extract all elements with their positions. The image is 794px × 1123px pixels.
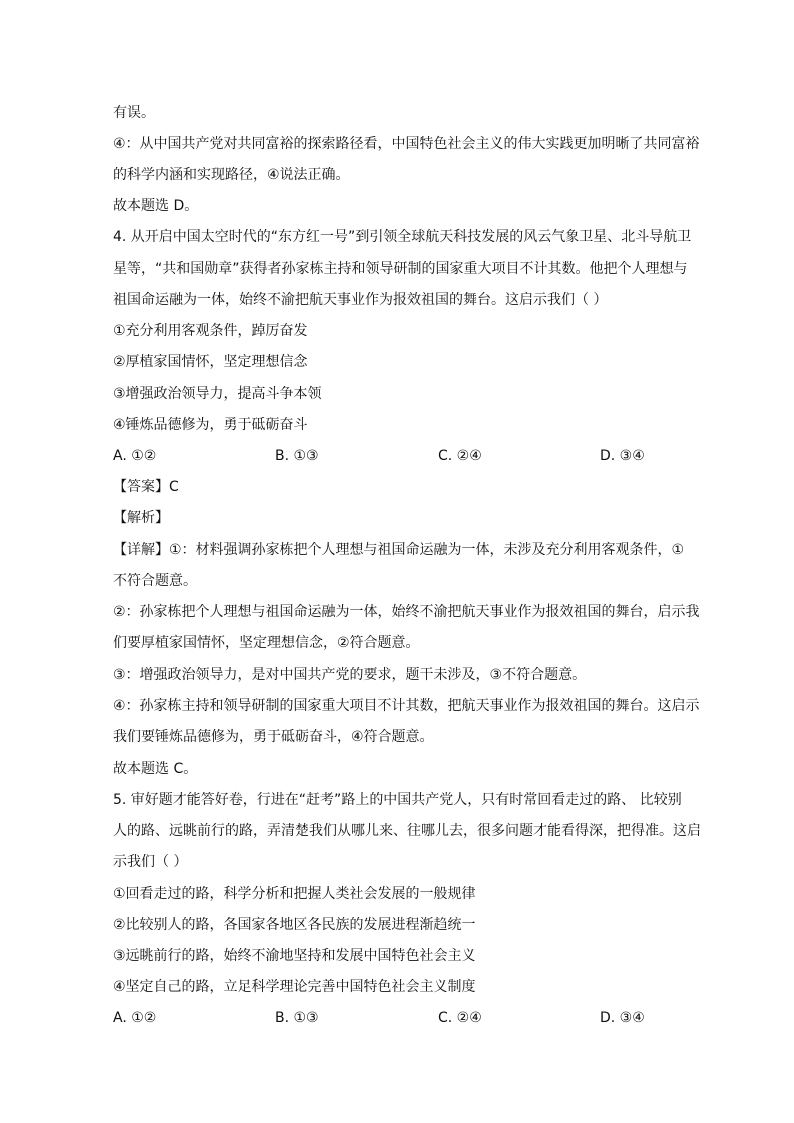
- q4-statement: ②厚植家国情怀，坚定理想信念: [113, 354, 308, 370]
- q5-stem-line: 5. 审好题才能答好卷，行进在“赶考”路上的中国共产党人，只有时常回看走过的路、 比较别: [113, 792, 682, 808]
- q3-text-line: 的科学内涵和实现路径，④说法正确。: [113, 167, 350, 183]
- q4-option-a: A. ①②: [113, 448, 157, 464]
- q4-statement: ③增强政治领导力，提高斗争本领: [113, 386, 322, 402]
- q5-statement: ④坚定自己的路，立足科学理论完善中国特色社会主义制度: [113, 979, 476, 995]
- q5-statement: ①回看走过的路，科学分析和把握人类社会发展的一般规律: [113, 886, 476, 902]
- q5-statement: ②比较别人的路，各国家各地区各民族的发展进程渐趋统一: [113, 917, 476, 933]
- q4-stem-line: 祖国命运融为一体，始终不渝把航天事业作为报效祖国的舞台。这启示我们（ ）: [113, 292, 608, 308]
- q4-options: [113, 446, 693, 466]
- q5-option-a: A. ①②: [113, 1010, 157, 1026]
- q4-detail-line: 不符合题意。: [113, 573, 197, 589]
- q4-detail-line: ②：孙家栋把个人理想与祖国命运融为一体，始终不渝把航天事业作为报效祖国的舞台，启示我: [113, 604, 700, 620]
- q5-stem-line: 人的路、远眺前行的路，弄清楚我们从哪儿来、往哪儿去，很多问题才能看得深，把得准。这启: [113, 823, 701, 839]
- q3-text-line: ④：从中国共产党对共同富裕的探索路径看，中国特色社会主义的伟大实践更加明晰了共同富裕: [113, 136, 700, 152]
- q5-stem-line: 示我们（ ）: [113, 854, 188, 870]
- q5-statement: ③远眺前行的路，始终不渝地坚持和发展中国特色社会主义: [113, 948, 476, 964]
- q4-option-d: D. ③④: [600, 448, 645, 464]
- q4-conclusion: 故本题选 C。: [113, 761, 198, 777]
- q4-analysis-label: 【解析】: [113, 510, 169, 526]
- q3-text-line: 有误。: [113, 105, 155, 121]
- q4-stem-line: 星等，“共和国勋章”获得者孙家栋主持和领导研制的国家重大项目不计其数。他把个人理想与: [113, 261, 688, 277]
- q4-detail-line: 【详解】①：材料强调孙家栋把个人理想与祖国命运融为一体，未涉及充分利用客观条件，①: [113, 542, 685, 558]
- q4-stem-line: 4. 从开启中国太空时代的“东方红一号”到引领全球航天科技发展的风云气象卫星、北斗导航卫: [113, 229, 692, 245]
- q4-answer: 【答案】C: [113, 479, 179, 495]
- q4-detail-line: ④：孙家栋主持和领导研制的国家重大项目不计其数，把航天事业作为报效祖国的舞台。这启示: [113, 698, 700, 714]
- q5-option-b: B. ①③: [275, 1010, 319, 1026]
- q5-options: [113, 1008, 693, 1028]
- q4-detail-line: 我们要锤炼品德修为，勇于砥砺奋斗，④符合题意。: [113, 729, 434, 745]
- q4-detail-line: 们要厚植家国情怀，坚定理想信念，②符合题意。: [113, 635, 420, 651]
- q3-conclusion: 故本题选 D。: [113, 198, 199, 214]
- q4-detail-line: ③：增强政治领导力，是对中国共产党的要求，题干未涉及，③不符合题意。: [113, 667, 587, 683]
- q4-statement: ①充分利用客观条件，踔厉奋发: [113, 323, 308, 339]
- q5-option-d: D. ③④: [600, 1010, 645, 1026]
- q4-option-c: C. ②④: [438, 448, 482, 464]
- q4-statement: ④锤炼品德修为，勇于砥砺奋斗: [113, 417, 308, 433]
- q5-option-c: C. ②④: [438, 1010, 482, 1026]
- q4-option-b: B. ①③: [275, 448, 319, 464]
